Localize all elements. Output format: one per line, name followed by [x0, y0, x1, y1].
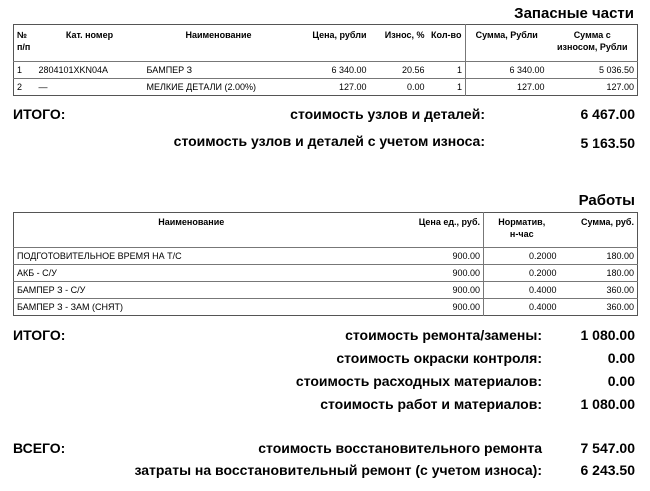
parts-col-price: Цена, рубли: [312, 30, 367, 40]
works-paint-label: стоимость окраски контроля:: [336, 350, 542, 366]
cell-norm: 0.4000: [484, 282, 560, 299]
cell-price: 6 340.00: [294, 62, 370, 79]
works-header-row: [14, 213, 638, 248]
works-table: [13, 212, 638, 316]
grand-restore-wear-label: затраты на восстановительный ремонт (с учетом износа):: [134, 462, 542, 478]
works-col-price: Цена ед., руб.: [418, 217, 480, 227]
cell-name: ПОДГОТОВИТЕЛЬНОЕ ВРЕМЯ НА Т/С: [14, 248, 369, 265]
works-materials-label: стоимость расходных материалов:: [295, 373, 542, 389]
cell-qty: 1: [428, 79, 466, 96]
cell-price: 900.00: [369, 248, 484, 265]
parts-total-label: стоимость узлов и деталей:: [290, 106, 485, 122]
table-row: [14, 248, 638, 265]
works-materials-total-label: стоимость работ и материалов:: [320, 396, 542, 412]
cell-price: 900.00: [369, 265, 484, 282]
works-materials-total-value: 1 080.00: [580, 396, 635, 412]
cell-cat: —: [36, 79, 144, 96]
cell-name: БАМПЕР З: [144, 62, 294, 79]
table-row: [14, 265, 638, 282]
cell-norm: 0.2000: [484, 248, 560, 265]
parts-section-title: Запасные части: [514, 5, 634, 22]
works-paint-value: 0.00: [607, 350, 635, 366]
works-itogo-label: ИТОГО:: [13, 327, 66, 343]
table-row: [14, 62, 638, 79]
cell-sum: 6 340.00: [466, 62, 548, 79]
works-col-sum: Сумма, руб.: [580, 217, 634, 227]
parts-total-wear-value: 5 163.50: [580, 135, 635, 151]
cell-name: БАМПЕР З - ЗАМ (СНЯТ): [14, 299, 369, 316]
parts-total-wear-label: стоимость узлов и деталей с учетом износа:: [173, 133, 485, 149]
cell-sum-wear: 5 036.50: [548, 62, 638, 79]
cell-norm: 0.2000: [484, 265, 560, 282]
cell-price: 900.00: [369, 282, 484, 299]
table-row: [14, 299, 638, 316]
cell-name: БАМПЕР З - С/У: [14, 282, 369, 299]
cell-price: 900.00: [369, 299, 484, 316]
parts-table: [13, 24, 638, 96]
cell-num: 1: [14, 62, 36, 79]
table-row: [14, 79, 638, 96]
parts-col-sum-wear: Сумма с износом, Рубли: [557, 30, 628, 52]
cell-price: 127.00: [294, 79, 370, 96]
grand-restore-value: 7 547.00: [580, 440, 635, 456]
parts-col-name: Наименование: [185, 30, 252, 40]
parts-col-wear: Износ, %: [384, 30, 425, 40]
cell-sum-wear: 127.00: [548, 79, 638, 96]
cell-sum: 127.00: [466, 79, 548, 96]
works-repair-value: 1 080.00: [580, 327, 635, 343]
works-col-norm: Норматив, н-час: [484, 213, 560, 248]
parts-col-sum: Сумма, Рубли: [466, 25, 548, 62]
cell-wear: 0.00: [370, 79, 428, 96]
parts-header-row: [14, 25, 638, 62]
cell-norm: 0.4000: [484, 299, 560, 316]
cell-sum: 180.00: [560, 265, 638, 282]
cell-name: МЕЛКИЕ ДЕТАЛИ (2.00%): [144, 79, 294, 96]
cell-num: 2: [14, 79, 36, 96]
cell-cat: 2804101XKN04A: [36, 62, 144, 79]
works-col-name: Наименование: [158, 217, 225, 227]
cell-sum: 180.00: [560, 248, 638, 265]
parts-col-qty: Кол-во: [431, 30, 462, 40]
parts-total-value: 6 467.00: [580, 106, 635, 122]
works-materials-value: 0.00: [607, 373, 635, 389]
parts-itogo-label: ИТОГО:: [13, 106, 66, 122]
works-repair-label: стоимость ремонта/замены:: [345, 327, 542, 343]
works-section-title: Работы: [578, 192, 635, 209]
cell-wear: 20.56: [370, 62, 428, 79]
grand-restore-wear-value: 6 243.50: [580, 462, 635, 478]
cell-name: АКБ - С/У: [14, 265, 369, 282]
parts-col-cat: Кат. номер: [65, 30, 114, 40]
cell-sum: 360.00: [560, 299, 638, 316]
table-row: [14, 282, 638, 299]
grand-restore-label: стоимость восстановительного ремонта: [258, 440, 542, 456]
cell-qty: 1: [428, 62, 466, 79]
cell-sum: 360.00: [560, 282, 638, 299]
parts-col-num: № п/п: [17, 30, 31, 52]
grand-vsego-label: ВСЕГО:: [13, 440, 66, 456]
